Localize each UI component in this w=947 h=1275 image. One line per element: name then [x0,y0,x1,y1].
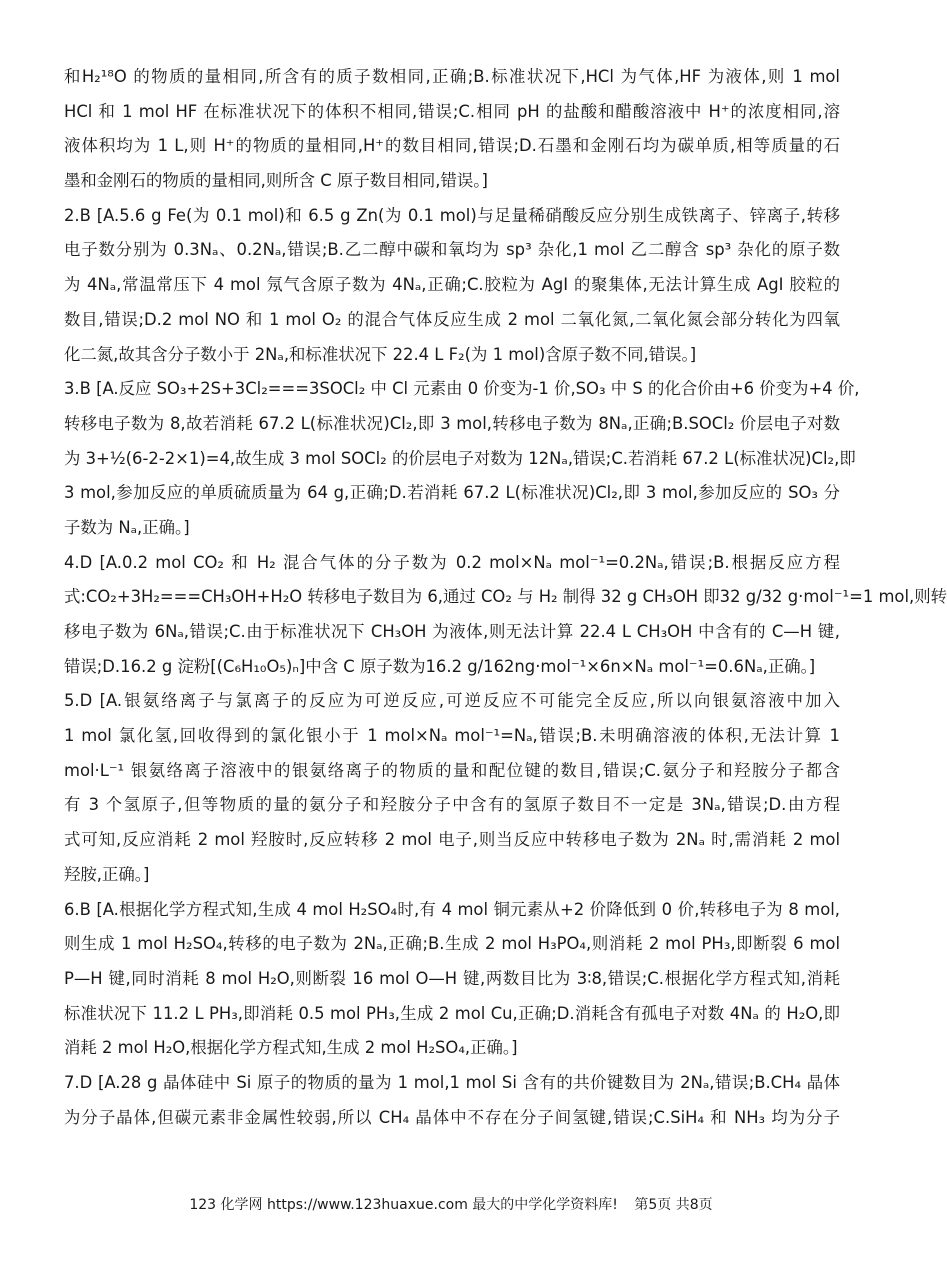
text-line: 错误;D.16.2 g 淀粉[(C₆H₁₀O₅)ₙ]中含 C 原子数为16.2 g/162ng·mol⁻¹×6n×Nₐ mol⁻¹=0.6Nₐ,正确。] [64,656,816,676]
text-line: HCl 和 1 mol HF 在标准状况下的体积不相同,错误;C.相同 pH 的盐酸和醋酸溶液中 H⁺的浓度相同,溶 [64,101,840,121]
text-line: 为 3+½(6-2-2×1)=4,故生成 3 mol SOCl₂ 的价层电子对数为 12Nₐ,错误;C.若消耗 67.2 L(标准状况)Cl₂,即 [64,448,856,468]
text-line: 5.D [A.银氨络离子与氯离子的反应为可逆反应,可逆反应不可能完全反应,所以向银氨溶液中加入 [64,691,840,711]
text-line: 移电子数为 6Nₐ,错误;C.由于标准状况下 CH₃OH 为液体,则无法计算 22.4 L CH₃OH 中含有的 C—H 键, [64,622,840,641]
text-line: mol·L⁻¹ 银氨络离子溶液中的银氨络离子的物质的量和配位键的数目,错误;C.氨分子和羟胺分子都含 [64,760,840,780]
text-line: 化二氮,故其含分子数小于 2Nₐ,和标准状况下 22.4 L F₂(为 1 mol)含原子数不同,错误。] [64,344,697,364]
text-line: 羟胺,正确。] [64,864,150,884]
footer-page-number: 第5页 共8页 [634,1197,713,1213]
text-line: 3.B [A.反应 SO₃+2S+3Cl₂===3SOCl₂ 中 Cl 元素由 0 价变为-1 价,SO₃ 中 S 的化合价由+6 价变为+4 价, [64,379,860,399]
document-body [64,60,947,1135]
text-line: 和H₂¹⁸O 的物质的量相同,所含有的质子数相同,正确;B.标准状况下,HCl 为气体,HF 为液体,则 1 mol [64,67,840,86]
text-line: 6.B [A.根据化学方程式知,生成 4 mol H₂SO₄时,有 4 mol 铜元素从+2 价降低到 0 价,转移电子为 8 mol, [64,899,840,919]
text-line: 有 3 个氢原子,但等物质的量的氨分子和羟胺分子中含有的氢原子数目不一定是 3Nₐ,错误;D.由方程 [64,795,840,815]
text-line: P—H 键,同时消耗 8 mol H₂O,则断裂 16 mol O—H 键,两数目比为 3∶8,错误;C.根据化学方程式知,消耗 [64,968,840,988]
text-line: 3 mol,参加反应的单质硫质量为 64 g,正确;D.若消耗 67.2 L(标准状况)Cl₂,即 3 mol,参加反应的 SO₃ 分 [64,483,840,503]
text-line: 则生成 1 mol H₂SO₄,转移的电子数为 2Nₐ,正确;B.生成 2 mol H₃PO₄,则消耗 2 mol PH₃,即断裂 6 mol [64,934,840,954]
text-line: 为 4Nₐ,常温常压下 4 mol 氖气含原子数为 4Nₐ,正确;C.胶粒为 AgI 的聚集体,无法计算生成 AgI 胶粒的 [64,275,840,295]
text-line: 子数为 Nₐ,正确。] [64,517,190,537]
footer-site-text: 123 化学网 https://www.123huaxue.com 最大的中学化学资料库! [189,1197,618,1213]
text-line: 标准状况下 11.2 L PH₃,即消耗 0.5 mol PH₃,生成 2 mol Cu,正确;D.消耗含有孤电子对数 4Nₐ 的 H₂O,即 [64,1003,840,1023]
text-line: 数目,错误;D.2 mol NO 和 1 mol O₂ 的混合气体反应生成 2 mol 二氧化氮,二氧化氮会部分转化为四氧 [64,309,840,329]
text-line: 消耗 2 mol H₂O,根据化学方程式知,生成 2 mol H₂SO₄,正确。] [64,1038,518,1058]
text-line: 2.B [A.5.6 g Fe(为 0.1 mol)和 6.5 g Zn(为 0.1 mol)与足量稀硝酸反应分别生成铁离子、锌离子,转移 [64,205,840,225]
text-line: 7.D [A.28 g 晶体硅中 Si 原子的物质的量为 1 mol,1 mol Si 含有的共价键数目为 2Nₐ,错误;B.CH₄ 晶体 [64,1072,840,1092]
text-line: 式:CO₂+3H₂===CH₃OH+H₂O 转移电子数目为 6,通过 CO₂ 与 H₂ 制得 32 g CH₃OH 即32 g/32 g·mol⁻¹=1 mol,则转 [64,587,947,607]
text-line: 为分子晶体,但碳元素非金属性较弱,所以 CH₄ 晶体中不存在分子间氢键,错误;C.SiH₄ 和 NH₃ 均为分子 [64,1107,840,1127]
text-line: 转移电子数为 8,故若消耗 67.2 L(标准状况)Cl₂,即 3 mol,转移电子数为 8Nₐ,正确;B.SOCl₂ 价层电子对数 [64,413,840,433]
page-footer [0,1194,902,1214]
text-line: 液体积均为 1 L,则 H⁺的物质的量相同,H⁺的数目相同,错误;D.石墨和金刚石均为碳单质,相等质量的石 [64,136,840,156]
text-line: 式可知,反应消耗 2 mol 羟胺时,反应转移 2 mol 电子,则当反应中转移电子数为 2Nₐ 时,需消耗 2 mol [64,830,840,850]
text-line: 1 mol 氯化氢,回收得到的氯化银小于 1 mol×Nₐ mol⁻¹=Nₐ,错误;B.未明确溶液的体积,无法计算 1 [64,726,840,746]
text-line: 电子数分别为 0.3Nₐ、0.2Nₐ,错误;B.乙二醇中碳和氧均为 sp³ 杂化,1 mol 乙二醇含 sp³ 杂化的原子数 [64,240,840,260]
text-line: 墨和金刚石的物质的量相同,则所含 C 原子数目相同,错误。] [64,171,488,191]
text-line: 4.D [A.0.2 mol CO₂ 和 H₂ 混合气体的分子数为 0.2 mol×Nₐ mol⁻¹=0.2Nₐ,错误;B.根据反应方程 [64,552,840,572]
